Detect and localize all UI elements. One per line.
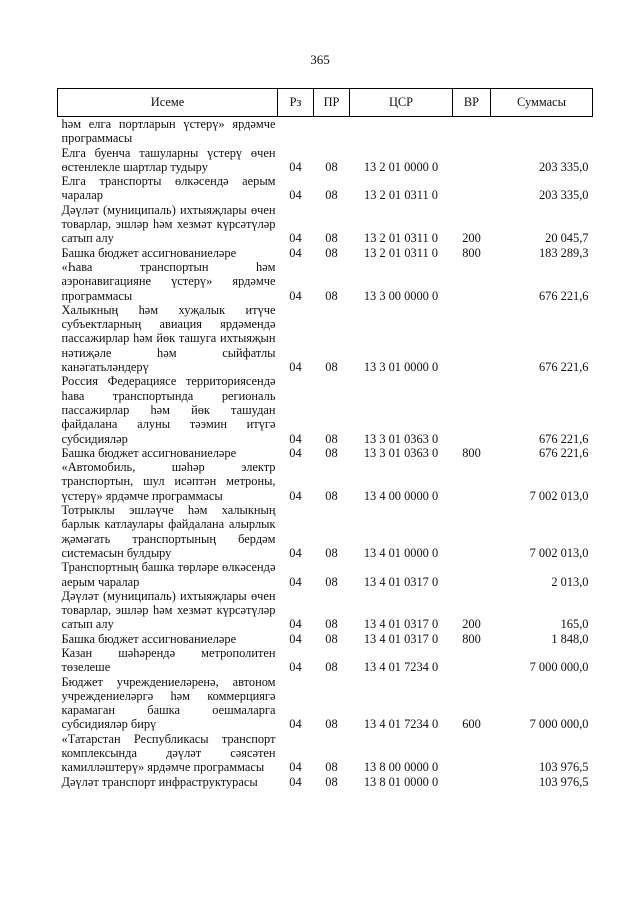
table-row [58,117,593,146]
cell-sum: 676 221,6 [538,445,589,460]
cell-rz: 04 [289,574,302,589]
cell-csr: 13 2 01 0000 0 [363,159,439,174]
budget-table [57,88,592,789]
cell-name: Елга транспорты өлкәсендә аерым чаралар [61,174,276,203]
cell-name: Дәүләт (муниципаль) ихтыяҗлары өчен товарлар, эшләр һәм хезмәт күрсәтүләр сатып алу [61,202,276,246]
cell-name: «Автомобиль, шәһәр электр транспортын, шул исәптән метроны, үстерү» ярдәмче программасы [61,460,276,503]
cell-csr [350,117,453,146]
cell-rz: 04 [289,360,302,375]
cell-sum: 676 221,6 [538,431,589,446]
cell-pr: 08 [325,159,338,174]
cell-name: Башка бюджет ассигнованиеләре [61,631,237,646]
cell-sum: 103 976,5 [538,774,589,789]
cell-name: Бюджет учреждениеләренә, автоном учреждениеләргә һәм коммерциягә карамаган башка оешмаларга субсидияләр бирү [61,674,276,732]
cell-vr [453,117,491,146]
table-row [58,675,593,732]
cell-rz: 04 [289,617,302,632]
table-row [58,446,593,460]
cell-pr: 08 [325,288,338,303]
table-row [58,246,593,260]
table-row [58,503,593,560]
table-header [58,89,593,117]
cell-csr: 13 3 00 0000 0 [363,288,439,303]
cell-sum: 7 000 000,0 [529,717,589,732]
cell-vr [453,732,491,775]
cell-pr: 08 [325,488,338,503]
cell-rz: 04 [289,631,302,646]
cell-name: Россия Федерациясе территориясендә һава транспортында региональ пассажирлар һәм йөк ташудан файдалана алуны тәэмин итүгә субсидияләр [61,374,276,446]
cell-vr [453,503,491,560]
cell-pr: 08 [325,774,338,789]
cell-sum: 7 000 000,0 [529,660,589,675]
cell-rz: 04 [289,188,302,203]
cell-rz: 04 [289,445,302,460]
cell-name: Башка бюджет ассигнованиеләре [61,245,237,260]
cell-vr [453,560,491,589]
cell-csr: 13 4 00 0000 0 [363,488,439,503]
cell-pr: 08 [325,760,338,775]
cell-rz: 04 [289,774,302,789]
cell-pr: 08 [325,617,338,632]
cell-vr [453,303,491,374]
cell-vr [453,775,491,789]
table-row [58,374,593,445]
cell-rz: 04 [289,245,302,260]
cell-pr: 08 [325,245,338,260]
cell-name: «Һава транспортын һәм аэронавигацияне үстерү» ярдәмче программасы [61,259,276,303]
cell-pr: 08 [325,431,338,446]
cell-sum: 7 002 013,0 [529,545,589,560]
header-rz: Рз [278,89,314,117]
cell-rz: 04 [289,488,302,503]
cell-sum [491,117,593,146]
cell-sum: 203 335,0 [538,159,589,174]
cell-csr: 13 2 01 0311 0 [364,245,438,260]
cell-csr: 13 4 01 0000 0 [363,545,439,560]
cell-pr: 08 [325,631,338,646]
header-name: Исеме [58,89,278,117]
cell-pr: 08 [325,188,338,203]
cell-pr: 08 [325,717,338,732]
table-row [58,632,593,646]
cell-sum: 183 289,3 [538,245,589,260]
cell-vr [453,646,491,675]
cell-csr: 13 2 01 0311 0 [364,231,438,246]
cell-csr: 13 8 01 0000 0 [363,774,439,789]
table-row [58,260,593,303]
table-row [58,589,593,632]
cell-rz: 04 [289,660,302,675]
header-vr: ВР [453,89,491,117]
table-row [58,203,593,246]
cell-csr: 13 4 01 7234 0 [363,660,439,675]
cell-pr [314,117,350,146]
cell-vr: 800 [462,245,481,260]
cell-rz: 04 [289,431,302,446]
cell-sum: 2 013,0 [551,574,589,589]
cell-rz: 04 [289,159,302,174]
cell-pr: 08 [325,545,338,560]
cell-sum: 676 221,6 [538,360,589,375]
cell-rz: 04 [289,717,302,732]
header-csr: ЦСР [350,89,453,117]
table-row [58,775,593,789]
table-row [58,646,593,675]
cell-sum: 203 335,0 [538,188,589,203]
cell-vr: 200 [462,617,481,632]
table-row [58,460,593,503]
cell-name: Транспортның башка төрләре өлкәсендә аерым чаралар [61,560,276,589]
cell-pr: 08 [325,660,338,675]
cell-pr: 08 [325,445,338,460]
cell-name: Дәүләт (муниципаль) ихтыяҗлары өчен товарлар, эшләр һәм хезмәт күрсәтүләр сатып алу [61,588,276,632]
cell-csr: 13 3 01 0363 0 [363,431,439,446]
table-row [58,732,593,775]
cell-sum: 1 848,0 [551,631,589,646]
table-row [58,303,593,374]
cell-rz [278,117,314,146]
cell-pr: 08 [325,574,338,589]
table-row [58,174,593,203]
cell-vr: 800 [462,445,481,460]
cell-pr: 08 [325,231,338,246]
cell-pr: 08 [325,360,338,375]
cell-vr [453,374,491,445]
cell-vr: 600 [462,717,481,732]
cell-csr: 13 4 01 0317 0 [363,617,439,632]
cell-csr: 13 2 01 0311 0 [364,188,438,203]
cell-vr: 200 [462,231,481,246]
cell-rz: 04 [289,231,302,246]
cell-name: Дәүләт транспорт инфраструктурасы [61,774,258,789]
cell-rz: 04 [289,760,302,775]
table-body [58,117,593,789]
cell-vr [453,146,491,175]
page-number: 365 [310,52,330,67]
cell-sum: 165,0 [560,617,589,632]
cell-sum: 20 045,7 [545,231,589,246]
cell-vr [453,260,491,303]
header-sum: Суммасы [491,89,593,117]
cell-sum: 103 976,5 [538,760,589,775]
header-pr: ПР [314,89,350,117]
cell-vr: 800 [462,631,481,646]
cell-rz: 04 [289,545,302,560]
cell-name: «Татарстан Республикасы транспорт комплексында дәүләт сәясәтен камилләштерү» ярдәмче программасы [61,731,276,775]
cell-name: Елга буенча ташуларны үстерү өчен өстенлекле шартлар тудыру [61,145,276,174]
cell-name: Башка бюджет ассигнованиеләре [61,445,237,460]
cell-name: һәм елга портларын үстерү» ярдәмче программасы [61,117,276,146]
cell-rz: 04 [289,288,302,303]
cell-csr: 13 8 00 0000 0 [363,760,439,775]
cell-sum: 7 002 013,0 [529,488,589,503]
cell-name: Казан шәһәрендә метрополитен төзелеше [61,645,276,675]
cell-csr: 13 3 01 0000 0 [363,360,439,375]
cell-name: Халыкның һәм хуҗалык итүче субъектларның авиация ярдәмендә пассажирлар һәм йөк ташуга ихтыяҗын нәтиҗәле һәм сыйфатлы канәгатьләндерү [61,302,276,375]
cell-csr: 13 4 01 0317 0 [363,631,439,646]
cell-vr [453,460,491,503]
cell-csr: 13 3 01 0363 0 [363,445,439,460]
cell-csr: 13 4 01 7234 0 [363,717,439,732]
table-row [58,560,593,589]
cell-vr [453,174,491,203]
cell-sum: 676 221,6 [538,288,589,303]
table-row [58,146,593,175]
cell-csr: 13 4 01 0317 0 [363,574,439,589]
cell-name: Тотрыклы эшләүче һәм халыкның барлык катлаулары файдалана алырлык җәмәгать транспортының бердәм системасын булдыру [61,503,276,560]
